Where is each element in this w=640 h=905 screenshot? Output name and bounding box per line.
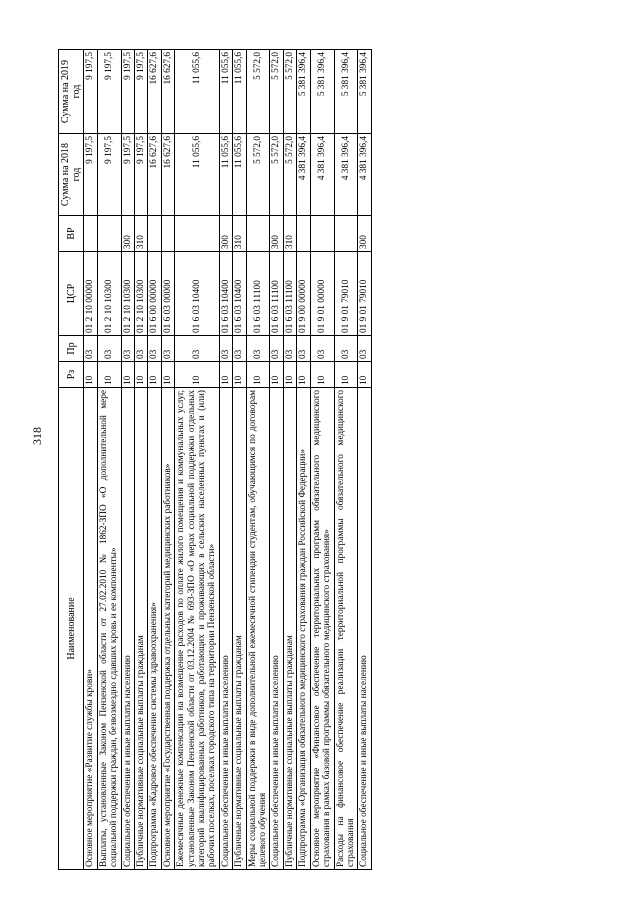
cell-sum-2019: 16 627,6 xyxy=(148,50,161,134)
cell-rz: 10 xyxy=(334,362,358,388)
table-row xyxy=(233,50,246,870)
table-row xyxy=(219,50,232,870)
rotated-table-container xyxy=(58,50,560,870)
cell-pr: 03 xyxy=(135,336,148,362)
cell-sum-2019: 9 197,5 xyxy=(97,50,121,134)
cell-csr: 01 9 01 79010 xyxy=(358,252,371,336)
cell-csr: 01 6 03 11100 xyxy=(283,252,296,336)
cell-vr xyxy=(334,216,358,252)
table-row xyxy=(148,50,161,870)
cell-rz: 10 xyxy=(233,362,246,388)
budget-table xyxy=(58,49,372,870)
cell-vr: 310 xyxy=(283,216,296,252)
cell-sum-2018: 4 381 396,4 xyxy=(358,134,371,216)
cell-csr: 01 2 10 10300 xyxy=(121,252,134,336)
cell-pr: 03 xyxy=(233,336,246,362)
cell-vr: 310 xyxy=(233,216,246,252)
header-rz: Рз xyxy=(59,362,84,388)
cell-sum-2018: 16 627,6 xyxy=(148,134,161,216)
cell-sum-2019: 5 381 396,4 xyxy=(310,50,334,134)
cell-sum-2019: 9 197,5 xyxy=(84,50,97,134)
cell-csr: 01 6 03 11100 xyxy=(246,252,270,336)
cell-pr: 03 xyxy=(310,336,334,362)
table-row xyxy=(84,50,97,870)
cell-sum-2018: 11 055,6 xyxy=(219,134,232,216)
cell-rz: 10 xyxy=(148,362,161,388)
table-row xyxy=(283,50,296,870)
cell-csr: 01 9 01 00000 xyxy=(310,252,334,336)
cell-name: Публичные нормативные социальные выплаты гражданам xyxy=(233,388,246,870)
cell-name: Подпрограмма «Кадровое обеспечение системы здравоохранения» xyxy=(148,388,161,870)
cell-rz: 10 xyxy=(358,362,371,388)
header-name: Наименование xyxy=(59,388,84,870)
cell-name: Основное мероприятие «Развитие службы крови» xyxy=(84,388,97,870)
cell-sum-2019: 5 381 396,4 xyxy=(297,50,310,134)
header-sum-2018: Сумма на 2018 год xyxy=(59,134,84,216)
header-pr: Пр xyxy=(59,336,84,362)
header-vr: ВР xyxy=(59,216,84,252)
cell-name: Социальное обеспечение и иные выплаты населению xyxy=(270,388,283,870)
cell-pr: 03 xyxy=(97,336,121,362)
cell-sum-2019: 16 627,6 xyxy=(161,50,174,134)
cell-name: Основное мероприятие «Финансовое обеспечение территориальных программ обязательного медицинского страхования в рамках базовой программы обязательного медицинского страхования» xyxy=(310,388,334,870)
cell-sum-2019: 11 055,6 xyxy=(175,50,220,134)
cell-sum-2019: 5 381 396,4 xyxy=(358,50,371,134)
cell-sum-2019: 5 572,0 xyxy=(270,50,283,134)
header-csr: ЦСР xyxy=(59,252,84,336)
cell-pr: 03 xyxy=(358,336,371,362)
cell-name: Расходы на финансовое обеспечение реализации территориальной программы обязательного медицинского страхования xyxy=(334,388,358,870)
table-row xyxy=(161,50,174,870)
cell-sum-2019: 11 055,6 xyxy=(233,50,246,134)
cell-csr: 01 6 03 11100 xyxy=(270,252,283,336)
cell-sum-2019: 5 572,0 xyxy=(283,50,296,134)
cell-pr: 03 xyxy=(283,336,296,362)
cell-pr: 03 xyxy=(219,336,232,362)
cell-csr: 01 6 03 10400 xyxy=(233,252,246,336)
cell-vr xyxy=(161,216,174,252)
cell-vr xyxy=(310,216,334,252)
cell-sum-2018: 9 197,5 xyxy=(121,134,134,216)
cell-sum-2019: 11 055,6 xyxy=(219,50,232,134)
cell-rz: 10 xyxy=(161,362,174,388)
cell-name: Ежемесячные денежные компенсации на возмещение расходов по оплате жилого помещения и коммунальных услуг, установленные Законом Пензенской области от 03.12.2004 № 693-ЗПО «О мерах социальной поддержки отдельных категорий квалифицированных работников, работающих и проживающих в сельских населенных пунктах и (или) рабочих поселках, поселках городского типа на территории Пензенской области» xyxy=(175,388,220,870)
cell-sum-2019: 9 197,5 xyxy=(135,50,148,134)
cell-pr: 03 xyxy=(334,336,358,362)
table-row xyxy=(270,50,283,870)
cell-name: Выплаты, установленные Законом Пензенской области от 27.02.2010 № 1862-ЗПО «О дополнительной мере социальной поддержки граждан, безвозмездно сдавших кровь и ее компоненты» xyxy=(97,388,121,870)
cell-csr: 01 9 00 00000 xyxy=(297,252,310,336)
cell-vr xyxy=(84,216,97,252)
cell-name: Подпрограмма «Организация обязательного медицинского страхования граждан Российской Федерации» xyxy=(297,388,310,870)
cell-rz: 10 xyxy=(135,362,148,388)
cell-sum-2018: 5 572,0 xyxy=(246,134,270,216)
table-row xyxy=(175,50,220,870)
cell-sum-2018: 9 197,5 xyxy=(97,134,121,216)
table-row xyxy=(135,50,148,870)
cell-vr xyxy=(148,216,161,252)
cell-sum-2018: 4 381 396,4 xyxy=(334,134,358,216)
cell-csr: 01 2 10 10300 xyxy=(135,252,148,336)
cell-pr: 03 xyxy=(148,336,161,362)
cell-pr: 03 xyxy=(84,336,97,362)
cell-pr: 03 xyxy=(121,336,134,362)
cell-sum-2018: 16 627,6 xyxy=(161,134,174,216)
header-sum-2019: Сумма на 2019 год xyxy=(59,50,84,134)
cell-rz: 10 xyxy=(297,362,310,388)
cell-sum-2018: 9 197,5 xyxy=(135,134,148,216)
cell-vr: 310 xyxy=(135,216,148,252)
page-number: 318 xyxy=(30,427,44,445)
cell-rz: 10 xyxy=(270,362,283,388)
cell-vr: 300 xyxy=(270,216,283,252)
table-row xyxy=(121,50,134,870)
cell-sum-2018: 11 055,6 xyxy=(233,134,246,216)
cell-vr xyxy=(246,216,270,252)
cell-rz: 10 xyxy=(219,362,232,388)
table-row xyxy=(97,50,121,870)
cell-name: Меры социальной поддержки в виде дополнительной ежемесячной стипендии студентам, обучающимся по договорам целевого обучения xyxy=(246,388,270,870)
cell-sum-2018: 4 381 396,4 xyxy=(310,134,334,216)
cell-sum-2018: 11 055,6 xyxy=(175,134,220,216)
cell-csr: 01 6 00 00000 xyxy=(148,252,161,336)
table-header-row xyxy=(59,50,84,870)
cell-csr: 01 2 10 00000 xyxy=(84,252,97,336)
cell-rz: 10 xyxy=(246,362,270,388)
cell-sum-2018: 5 572,0 xyxy=(283,134,296,216)
cell-vr xyxy=(175,216,220,252)
cell-name: Основное мероприятие «Государственная поддержка отдельных категорий медицинских работников» xyxy=(161,388,174,870)
cell-sum-2019: 9 197,5 xyxy=(121,50,134,134)
cell-pr: 03 xyxy=(297,336,310,362)
table-row xyxy=(297,50,310,870)
cell-rz: 10 xyxy=(283,362,296,388)
cell-sum-2018: 4 381 396,4 xyxy=(297,134,310,216)
cell-name: Публичные нормативные социальные выплаты гражданам xyxy=(283,388,296,870)
cell-sum-2019: 5 381 396,4 xyxy=(334,50,358,134)
cell-name: Социальное обеспечение и иные выплаты населению xyxy=(219,388,232,870)
table-row xyxy=(246,50,270,870)
cell-sum-2019: 5 572,0 xyxy=(246,50,270,134)
cell-vr: 300 xyxy=(121,216,134,252)
cell-csr: 01 9 01 79010 xyxy=(334,252,358,336)
cell-rz: 10 xyxy=(97,362,121,388)
cell-csr: 01 6 03 10400 xyxy=(175,252,220,336)
cell-vr: 300 xyxy=(219,216,232,252)
cell-name: Социальное обеспечение и иные выплаты населению xyxy=(358,388,371,870)
cell-rz: 10 xyxy=(84,362,97,388)
cell-pr: 03 xyxy=(161,336,174,362)
cell-vr xyxy=(97,216,121,252)
cell-sum-2018: 9 197,5 xyxy=(84,134,97,216)
cell-csr: 01 6 03 10400 xyxy=(219,252,232,336)
cell-sum-2018: 5 572,0 xyxy=(270,134,283,216)
cell-vr xyxy=(297,216,310,252)
cell-pr: 03 xyxy=(246,336,270,362)
cell-name: Социальное обеспечение и иные выплаты населению xyxy=(121,388,134,870)
table-row xyxy=(334,50,358,870)
cell-csr: 01 2 10 10300 xyxy=(97,252,121,336)
cell-csr: 01 6 03 00000 xyxy=(161,252,174,336)
cell-pr: 03 xyxy=(175,336,220,362)
cell-rz: 10 xyxy=(310,362,334,388)
table-row xyxy=(358,50,371,870)
cell-rz: 10 xyxy=(121,362,134,388)
cell-rz: 10 xyxy=(175,362,220,388)
cell-vr: 300 xyxy=(358,216,371,252)
table-row xyxy=(310,50,334,870)
cell-name: Публичные нормативные социальные выплаты гражданам xyxy=(135,388,148,870)
cell-pr: 03 xyxy=(270,336,283,362)
